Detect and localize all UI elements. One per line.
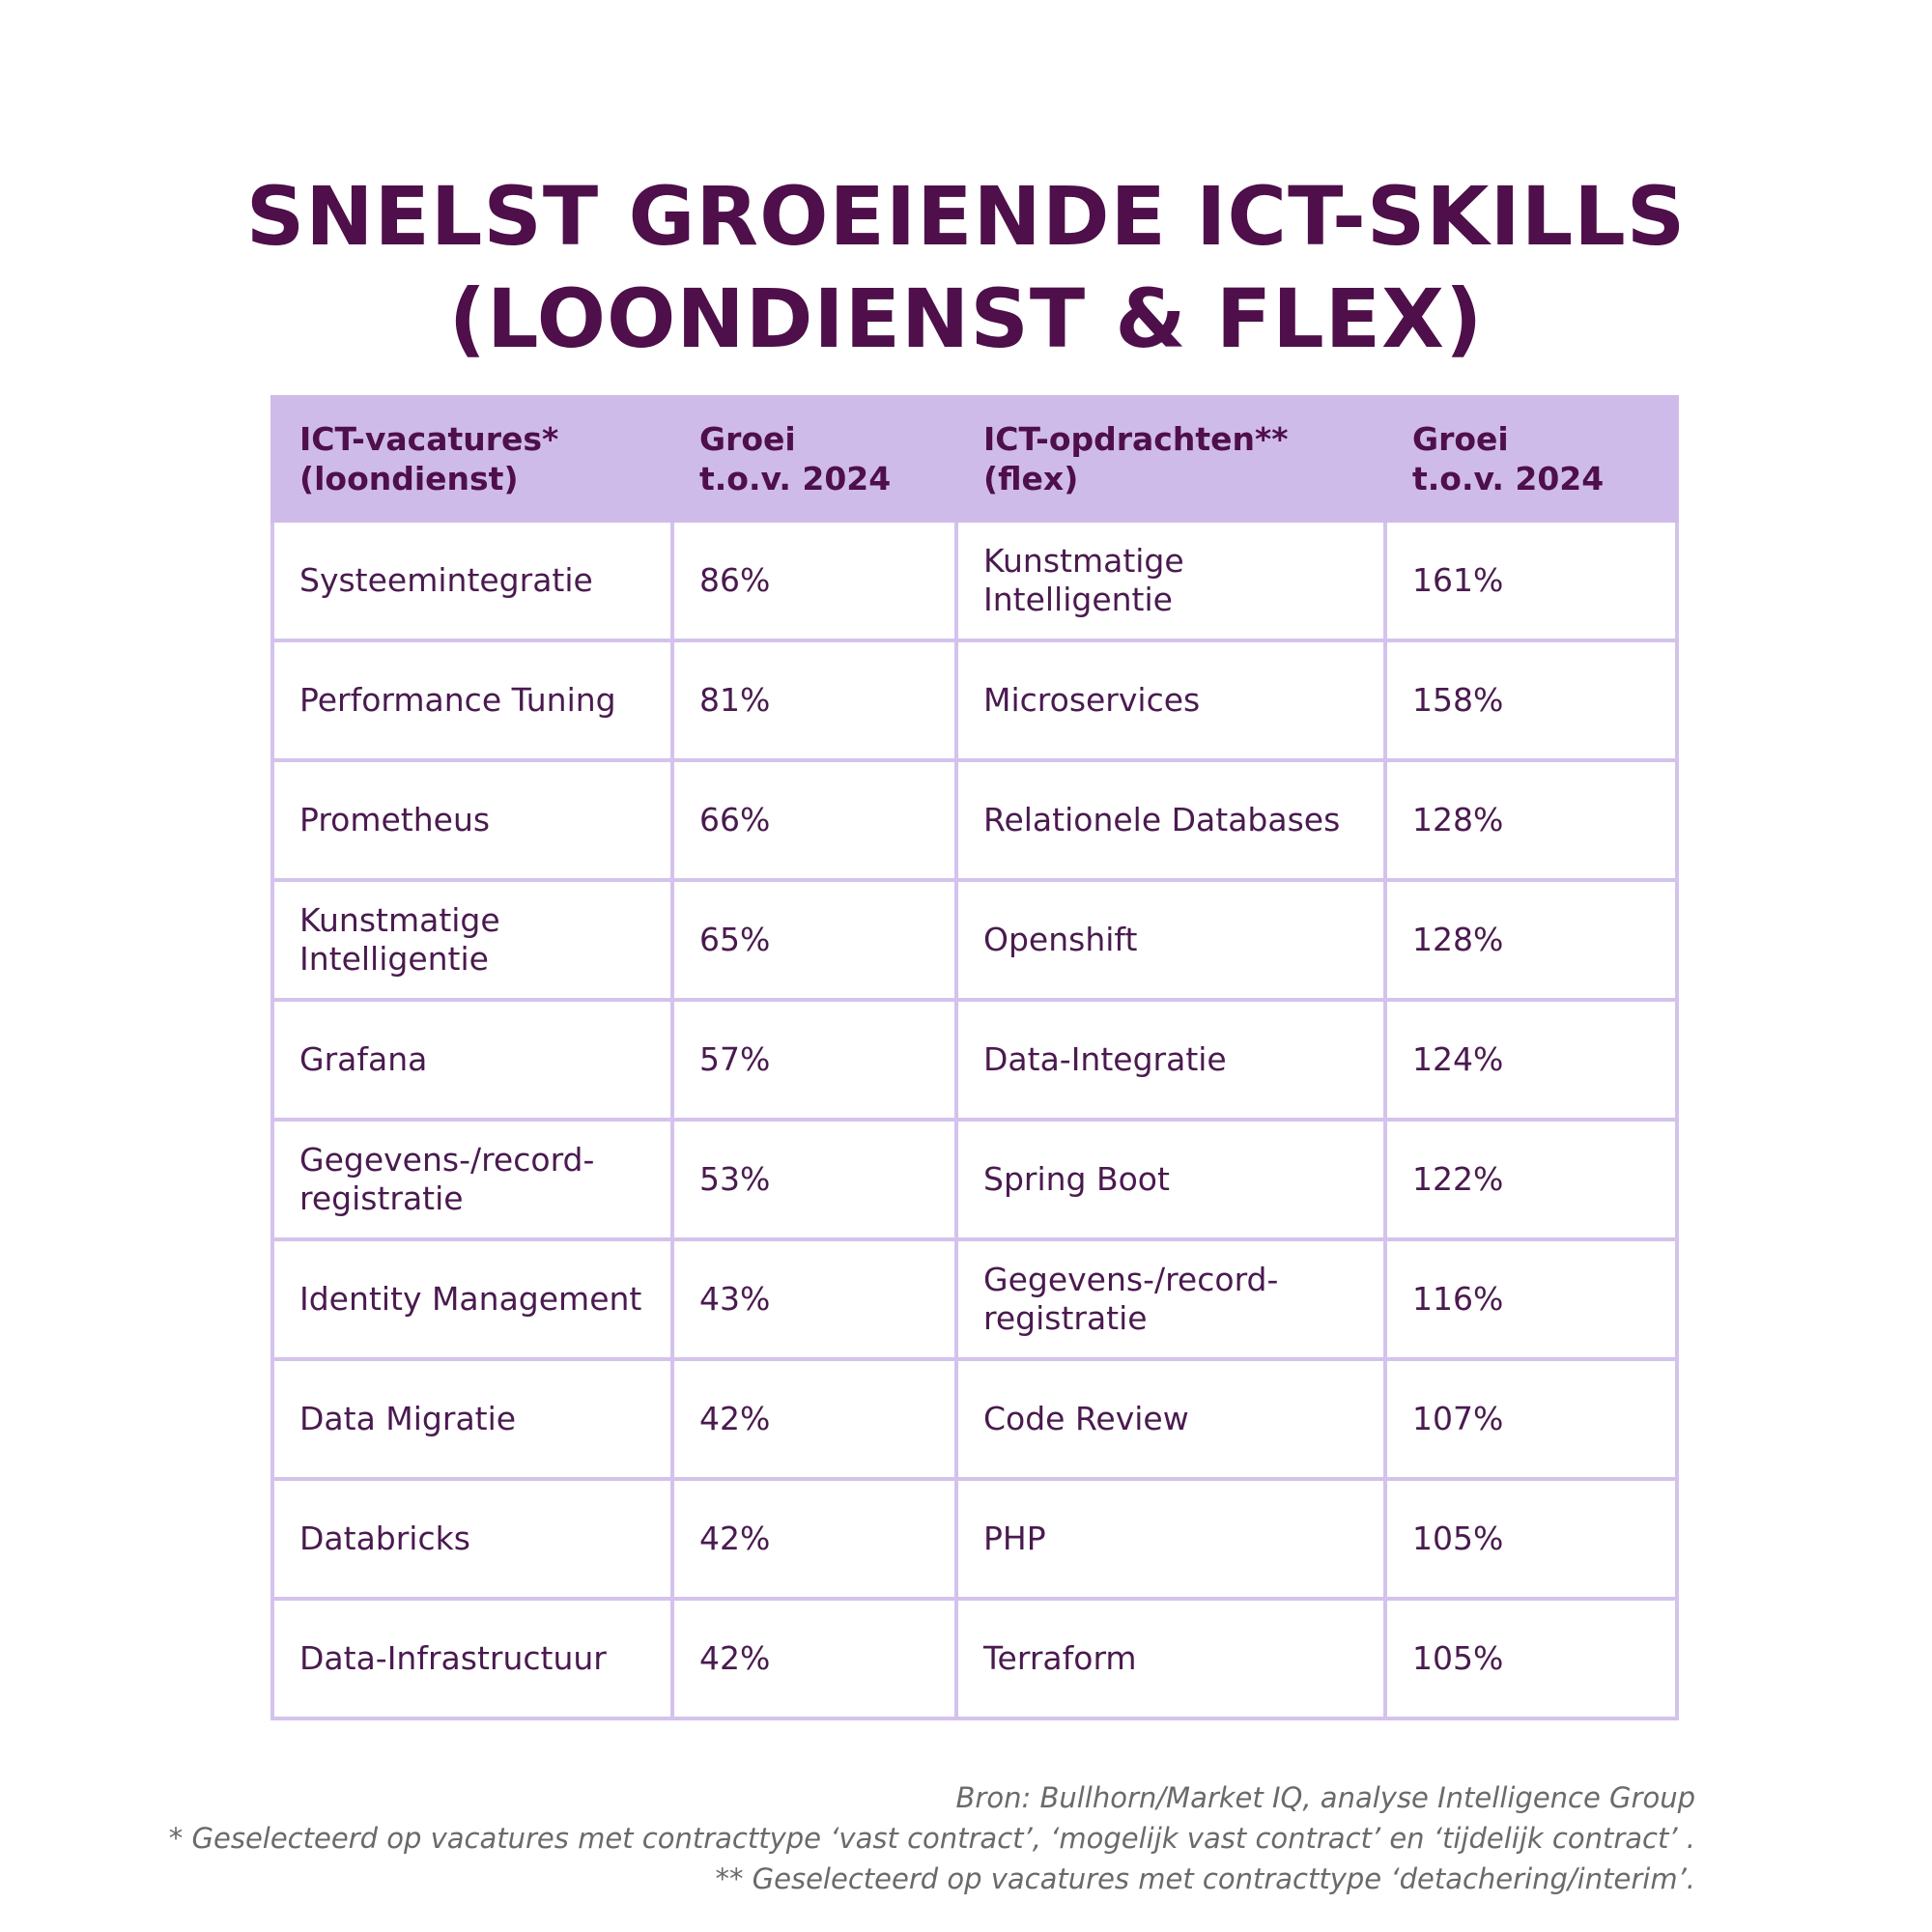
vacature-growth: 66% bbox=[672, 760, 956, 880]
vacature-growth: 42% bbox=[672, 1599, 956, 1719]
header-groei-vacatures-line-1: Groei bbox=[699, 420, 796, 458]
table-row bbox=[272, 640, 1677, 760]
vacature-skill: Performance Tuning bbox=[272, 640, 672, 760]
opdracht-skill: Kunstmatige Intelligentie bbox=[956, 521, 1385, 640]
footnote-opdrachten: ** Geselecteerd op vacatures met contracttype ‘detachering/interim’. bbox=[715, 1862, 1695, 1895]
opdracht-growth: 161% bbox=[1385, 521, 1677, 640]
opdracht-growth: 107% bbox=[1385, 1359, 1677, 1479]
skills-table bbox=[270, 395, 1679, 1720]
vacature-growth: 65% bbox=[672, 880, 956, 1000]
opdracht-skill: Gegevens-/record-registratie bbox=[956, 1239, 1385, 1359]
table-row bbox=[272, 760, 1677, 880]
vacature-skill: Gegevens-/record-registratie bbox=[272, 1120, 672, 1239]
vacature-skill: Prometheus bbox=[272, 760, 672, 880]
header-groei-vacatures bbox=[672, 397, 956, 521]
vacature-skill: Data Migratie bbox=[272, 1359, 672, 1479]
table-row bbox=[272, 521, 1677, 640]
vacature-growth: 86% bbox=[672, 521, 956, 640]
table-row bbox=[272, 1120, 1677, 1239]
header-ict-opdrachten-line-2: (flex) bbox=[983, 460, 1079, 497]
opdracht-growth: 124% bbox=[1385, 1000, 1677, 1120]
source-note: Bron: Bullhorn/Market IQ, analyse Intelligence Group bbox=[955, 1781, 1695, 1814]
vacature-growth: 53% bbox=[672, 1120, 956, 1239]
footnotes bbox=[169, 1777, 1695, 1899]
vacature-growth: 81% bbox=[672, 640, 956, 760]
opdracht-growth: 128% bbox=[1385, 880, 1677, 1000]
vacature-growth: 42% bbox=[672, 1359, 956, 1479]
vacature-skill: Kunstmatige Intelligentie bbox=[272, 880, 672, 1000]
opdracht-skill: Openshift bbox=[956, 880, 1385, 1000]
opdracht-skill: Code Review bbox=[956, 1359, 1385, 1479]
table-row bbox=[272, 1599, 1677, 1719]
page-title bbox=[0, 165, 1932, 370]
header-groei-opdrachten bbox=[1385, 397, 1677, 521]
table-row bbox=[272, 1359, 1677, 1479]
footnote-vacatures: * Geselecteerd op vacatures met contracttype ‘vast contract’, ‘mogelijk vast contract’ en ‘tijdelijk contract’ . bbox=[168, 1822, 1695, 1855]
opdracht-growth: 105% bbox=[1385, 1479, 1677, 1599]
opdracht-skill: PHP bbox=[956, 1479, 1385, 1599]
opdracht-growth: 128% bbox=[1385, 760, 1677, 880]
vacature-skill: Data-Infrastructuur bbox=[272, 1599, 672, 1719]
opdracht-skill: Terraform bbox=[956, 1599, 1385, 1719]
table-row bbox=[272, 1479, 1677, 1599]
opdracht-growth: 105% bbox=[1385, 1599, 1677, 1719]
header-ict-vacatures-line-2: (loondienst) bbox=[299, 460, 519, 497]
opdracht-skill: Data-Integratie bbox=[956, 1000, 1385, 1120]
vacature-skill: Databricks bbox=[272, 1479, 672, 1599]
header-groei-vacatures-line-2: t.o.v. 2024 bbox=[699, 460, 892, 497]
opdracht-skill: Microservices bbox=[956, 640, 1385, 760]
vacature-skill: Grafana bbox=[272, 1000, 672, 1120]
header-groei-opdrachten-line-2: t.o.v. 2024 bbox=[1412, 460, 1605, 497]
vacature-skill: Systeemintegratie bbox=[272, 521, 672, 640]
header-ict-opdrachten-line-1: ICT-opdrachten** bbox=[983, 420, 1289, 458]
title-line-1: SNELST GROEIENDE ICT-SKILLS bbox=[245, 169, 1687, 265]
vacature-skill: Identity Management bbox=[272, 1239, 672, 1359]
vacature-growth: 42% bbox=[672, 1479, 956, 1599]
table-header-row bbox=[272, 397, 1677, 521]
title-line-2: (LOONDIENST & FLEX) bbox=[448, 271, 1484, 367]
opdracht-growth: 122% bbox=[1385, 1120, 1677, 1239]
header-ict-vacatures-line-1: ICT-vacatures* bbox=[299, 420, 559, 458]
vacature-growth: 57% bbox=[672, 1000, 956, 1120]
header-ict-opdrachten bbox=[956, 397, 1385, 521]
header-groei-opdrachten-line-1: Groei bbox=[1412, 420, 1509, 458]
table-row bbox=[272, 880, 1677, 1000]
vacature-growth: 43% bbox=[672, 1239, 956, 1359]
opdracht-skill: Spring Boot bbox=[956, 1120, 1385, 1239]
table-row bbox=[272, 1000, 1677, 1120]
opdracht-skill: Relationele Databases bbox=[956, 760, 1385, 880]
table-row bbox=[272, 1239, 1677, 1359]
opdracht-growth: 116% bbox=[1385, 1239, 1677, 1359]
opdracht-growth: 158% bbox=[1385, 640, 1677, 760]
header-ict-vacatures bbox=[272, 397, 672, 521]
